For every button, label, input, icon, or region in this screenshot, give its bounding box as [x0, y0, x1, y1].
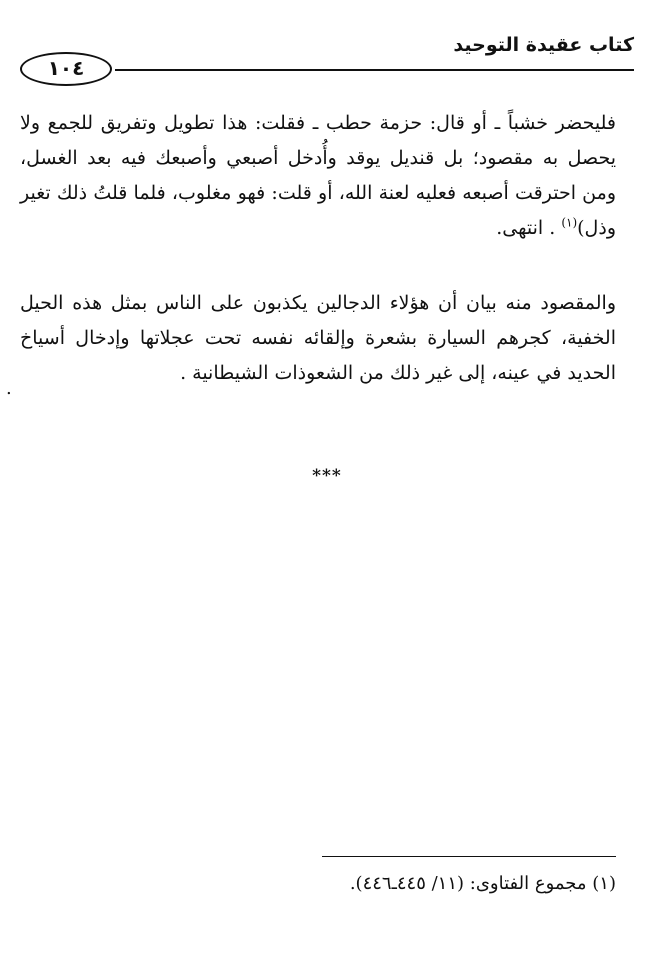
footnote: (١) مجموع الفتاوى: (١١/ ٤٤٥ـ٤٤٦). [349, 873, 616, 894]
paragraph-1-end: . انتهى. [496, 217, 562, 239]
book-title: كتاب عقيدة التوحيد [453, 34, 634, 56]
paragraph-1-text: فليحضر خشباً ـ أو قال: حزمة حطب ـ فقلت: هذا تطويل وتفريق للجمع ولا يحصل به مقصود؛ بل قنديل يوقد وأُدخل أصبعي وأصبعك فيه بعد الغسل، ومن احترقت أصبعه فعليه لعنة الله، أو قلت: فهو مغلوب، فلما قلتُ ذلك تغير وذل) [20, 112, 616, 239]
paragraph-quote [20, 106, 616, 246]
paragraph-2-text: والمقصود منه بيان أن هؤلاء الدجالين يكذبون على الناس بمثل هذه الحيل الخفية، كجرهم السيارة بشعرة وإلقائه نفسه تحت عجلاتها وإدخال أسياخ الحديد في عينه، إلى غير ذلك من الشعوذات الشيطانية . [20, 292, 616, 384]
page-number-badge: ١٠٤ [20, 52, 112, 86]
footnote-rule [322, 856, 616, 857]
header-rule [115, 69, 634, 71]
running-header [20, 26, 634, 86]
stray-mark: . [6, 378, 12, 399]
section-separator: *** [312, 466, 342, 486]
paragraph-explanation [20, 286, 616, 391]
footnote-reference: (١) [561, 215, 578, 230]
